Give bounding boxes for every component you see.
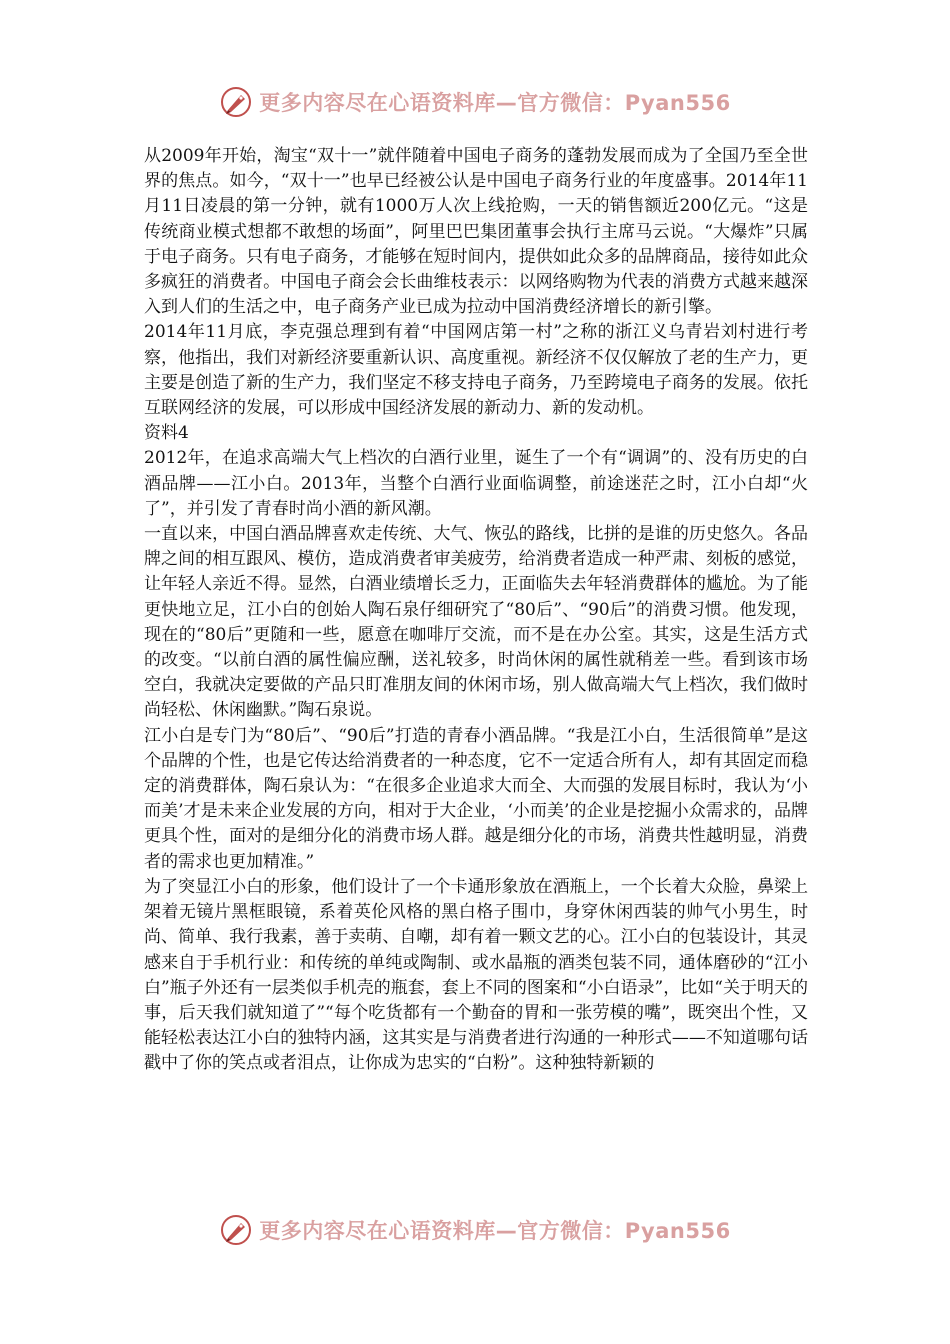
pen-nib-logo-icon (219, 85, 253, 119)
section-label: 资料4 (144, 423, 189, 444)
paragraph-2: 2014年11月底，李克强总理到有着“中国网店第一村”之称的浙江义乌青岩刘村进行考察，他指出，我们对新经济要重新认识、高度重视。新经济不仅仅解放了老的生产力，更主要是创造了新的生产力，我们坚定不移支持电子商务，乃至跨境电子商务的发展。依托互联网经济的发展，可以形成中国经济发展的新动力、新的发动机。 (144, 322, 808, 419)
paragraph-1: 从2009年开始，淘宝“双十一”就伴随着中国电子商务的蓬勃发展而成为了全国乃至全世界的焦点。如今，“双十一”也早已经被公认是中国电子商务行业的年度盛事。2014年11月11日凌晨的第一分钟，就有1000万人次上线抢购，一天的销售额近200亿元。“这是传统商业模式想都不敢想的场面”，阿里巴巴集团董事会执行主席马云说。“大爆炸”只属于电子商务。只有电子商务，才能够在短时间内，提供如此众多的品牌商品，接待如此众多疯狂的消费者。中国电子商会会长曲维枝表示：以网络购物为代表的消费方式越来越深入到人们的生活之中，电子商务产业已成为拉动中国消费经济增长的新引擎。 (144, 146, 808, 318)
paragraph-4: 一直以来，中国白酒品牌喜欢走传统、大气、恢弘的路线，比拼的是谁的历史悠久。各品牌之间的相互跟风、模仿，造成消费者审美疲劳，给消费者造成一种严肃、刻板的感觉，让年轻人亲近不得。显然，白酒业绩增长乏力，正面临失去年轻消费群体的尴尬。为了能更快地立足，江小白的创始人陶石泉仔细研究了“80后”、“90后”的消费习惯。他发现，现在的“80后”更随和一些，愿意在咖啡厅交流，而不是在办公室。其实，这是生活方式的改变。“以前白酒的属性偏应酬，送礼较多，时尚休闲的属性就稍差一些。看到该市场空白，我就决定要做的产品只盯准朋友间的休闲市场，别人做高端大气上档次，我们做时尚轻松、休闲幽默。”陶石泉说。 (144, 524, 808, 721)
header-banner-text: 更多内容尽在心语资料库—官方微信：Pyan556 (259, 91, 731, 115)
document-body (144, 144, 808, 1077)
header-banner (0, 80, 950, 124)
paragraph-6: 为了突显江小白的形象，他们设计了一个卡通形象放在酒瓶上，一个长着大众脸，鼻梁上架着无镜片黑框眼镜，系着英伦风格的黑白格子围巾，身穿休闲西装的帅气小男生，时尚、简单、我行我素，善于卖萌、自嘲，却有着一颗文艺的心。江小白的包装设计，其灵感来自于手机行业：和传统的单纯或陶制、或水晶瓶的酒类包装不同，通体磨砂的“江小白”瓶子外还有一层类似手机壳的瓶套，套上不同的图案和“小白语录”，比如“关于明天的事，后天我们就知道了”“每个吃货都有一个勤奋的胃和一张劳模的嘴”，既突出个性，又能轻松表达江小白的独特内涵，这其实是与消费者进行沟通的一种形式——不知道哪句话戳中了你的笑点或者泪点，让你成为忠实的“白粉”。这种独特新颖的 (144, 876, 808, 1074)
paragraph-5: 江小白是专门为“80后”、“90后”打造的青春小酒品牌。“我是江小白，生活很简单”是这个品牌的个性，也是它传达给消费者的一种态度，它不一定适合所有人，却有其固定而稳定的消费群体，陶石泉认为：“在很多企业追求大而全、大而强的发展目标时，我认为‘小而美’才是未来企业发展的方向，相对于大企业，‘小而美’的企业是挖掘小众需求的，品牌更具个性，面对的是细分化的消费市场人群。越是细分化的市场，消费共性越明显，消费者的需求也更加精准。” (144, 725, 808, 872)
footer-banner-text: 更多内容尽在心语资料库—官方微信：Pyan556 (259, 1219, 731, 1243)
pen-nib-logo-icon (219, 1213, 253, 1247)
footer-banner (0, 1208, 950, 1252)
paragraph-3: 2012年，在追求高端大气上档次的白酒行业里，诞生了一个有“调调”的、没有历史的白酒品牌——江小白。2013年，当整个白酒行业面临调整，前途迷茫之时，江小白却“火了”，并引发了青春时尚小酒的新风潮。 (144, 448, 808, 519)
